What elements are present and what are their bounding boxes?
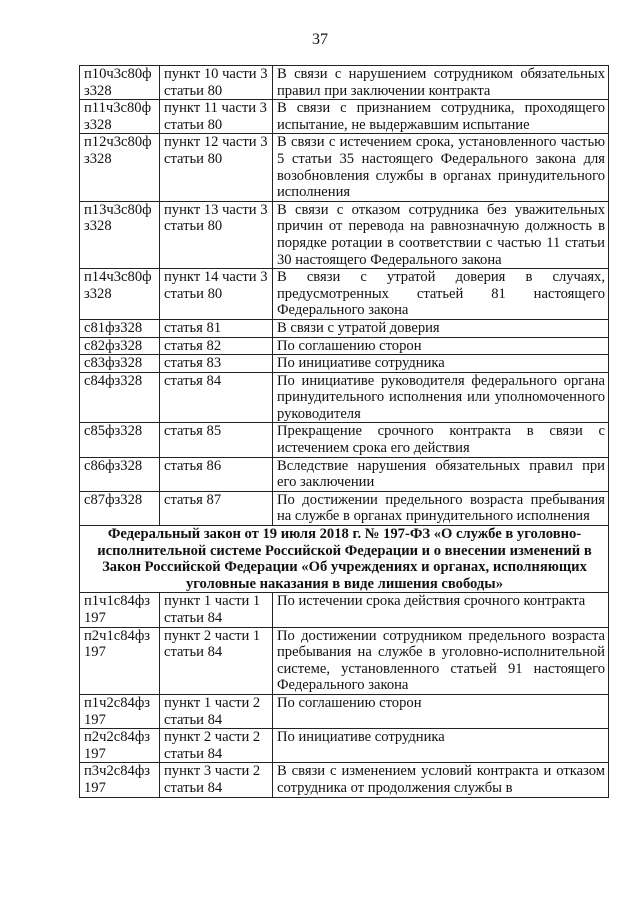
- article-cell: статья 86: [160, 457, 273, 491]
- code-cell: с84фз328: [80, 372, 160, 423]
- reason-cell: По соглашению сторон: [273, 694, 609, 728]
- reason-cell: По инициативе сотрудника: [273, 355, 609, 373]
- reason-cell: В связи с изменением условий контракта и отказом сотрудника от продолжения службы в: [273, 763, 609, 797]
- table-section-fz197: [80, 593, 609, 797]
- law-header-row: [80, 526, 609, 593]
- code-cell: с81фз328: [80, 319, 160, 337]
- article-cell: пункт 11 части 3 статьи 80: [160, 100, 273, 134]
- reason-cell: По инициативе сотрудника: [273, 729, 609, 763]
- code-cell: с82фз328: [80, 337, 160, 355]
- reason-cell: По достижении предельного возраста пребывания на службе в органах принудительного исполнения: [273, 491, 609, 525]
- reason-cell: В связи с нарушением сотрудником обязательных правил при заключении контракта: [273, 66, 609, 100]
- article-cell: пункт 3 части 2 статьи 84: [160, 763, 273, 797]
- reason-cell: В связи с признанием сотрудника, проходящего испытание, не выдержавшим испытание: [273, 100, 609, 134]
- table-row: [80, 66, 609, 100]
- table-row: [80, 729, 609, 763]
- table-section-header: [80, 526, 609, 593]
- reason-cell: Вследствие нарушения обязательных правил при его заключении: [273, 457, 609, 491]
- table-row: [80, 355, 609, 373]
- table-row: [80, 763, 609, 797]
- code-cell: п2ч1с84фз 197: [80, 627, 160, 694]
- code-cell: п3ч2с84фз 197: [80, 763, 160, 797]
- article-cell: пункт 1 части 1 статьи 84: [160, 593, 273, 627]
- table-row: [80, 201, 609, 268]
- article-cell: пункт 2 части 2 статьи 84: [160, 729, 273, 763]
- reason-cell: В связи с отказом сотрудника без уважительных причин от перевода на равнозначную должность в порядке ротации в соответствии с частью 11 статьи 30 настоящего Федерального закона: [273, 201, 609, 268]
- article-cell: пункт 12 части 3 статьи 80: [160, 134, 273, 201]
- table-row: [80, 457, 609, 491]
- reason-cell: Прекращение срочного контракта в связи с истечением срока его действия: [273, 423, 609, 457]
- code-cell: п11ч3с80ф з328: [80, 100, 160, 134]
- table-row: [80, 269, 609, 320]
- table-row: [80, 337, 609, 355]
- page-number: 37: [312, 31, 328, 48]
- article-cell: статья 82: [160, 337, 273, 355]
- article-cell: статья 84: [160, 372, 273, 423]
- code-cell: п2ч2с84фз 197: [80, 729, 160, 763]
- article-cell: пункт 1 части 2 статьи 84: [160, 694, 273, 728]
- code-cell: п1ч1с84фз 197: [80, 593, 160, 627]
- code-cell: с83фз328: [80, 355, 160, 373]
- reason-cell: В связи с утратой доверия в случаях, предусмотренных статьей 81 настоящего Федерального закона: [273, 269, 609, 320]
- article-cell: статья 85: [160, 423, 273, 457]
- table-row: [80, 423, 609, 457]
- code-cell: с86фз328: [80, 457, 160, 491]
- reason-cell: По соглашению сторон: [273, 337, 609, 355]
- table-row: [80, 100, 609, 134]
- table-row: [80, 372, 609, 423]
- reason-cell: В связи с утратой доверия: [273, 319, 609, 337]
- code-cell: п12ч3с80ф з328: [80, 134, 160, 201]
- dismissal-grounds-table: [79, 65, 609, 798]
- code-cell: п14ч3с80ф з328: [80, 269, 160, 320]
- article-cell: пункт 13 части 3 статьи 80: [160, 201, 273, 268]
- table-row: [80, 319, 609, 337]
- code-cell: с85фз328: [80, 423, 160, 457]
- table-row: [80, 134, 609, 201]
- code-cell: п1ч2с84фз 197: [80, 694, 160, 728]
- reason-cell: В связи с истечением срока, установленного частью 5 статьи 35 настоящего Федерального закона для возобновления службы в органах принудительного исполнения: [273, 134, 609, 201]
- code-cell: п13ч3с80ф з328: [80, 201, 160, 268]
- table-row: [80, 593, 609, 627]
- code-cell: с87фз328: [80, 491, 160, 525]
- article-cell: статья 83: [160, 355, 273, 373]
- reason-cell: По инициативе руководителя федерального органа принудительного исполнения или уполномоченного руководителя: [273, 372, 609, 423]
- reason-cell: По достижении сотрудником предельного возраста пребывания на службе в уголовно-исполнительной системе, установленного статьей 91 настоящего Федерального закона: [273, 627, 609, 694]
- law-header: Федеральный закон от 19 июля 2018 г. № 197-ФЗ «О службе в уголовно-исполнительной системе Российской Федерации и о внесении изменений в Закон Российской Федерации «Об учреждениях и органах, исполняющих уголовные наказания в виде лишения свободы»: [80, 526, 609, 593]
- reason-cell: По истечении срока действия срочного контракта: [273, 593, 609, 627]
- article-cell: пункт 14 части 3 статьи 80: [160, 269, 273, 320]
- table-row: [80, 491, 609, 525]
- article-cell: пункт 10 части 3 статьи 80: [160, 66, 273, 100]
- article-cell: статья 81: [160, 319, 273, 337]
- table-section-fz328: [80, 66, 609, 526]
- table-row: [80, 627, 609, 694]
- article-cell: пункт 2 части 1 статьи 84: [160, 627, 273, 694]
- table-row: [80, 694, 609, 728]
- code-cell: п10ч3с80ф з328: [80, 66, 160, 100]
- article-cell: статья 87: [160, 491, 273, 525]
